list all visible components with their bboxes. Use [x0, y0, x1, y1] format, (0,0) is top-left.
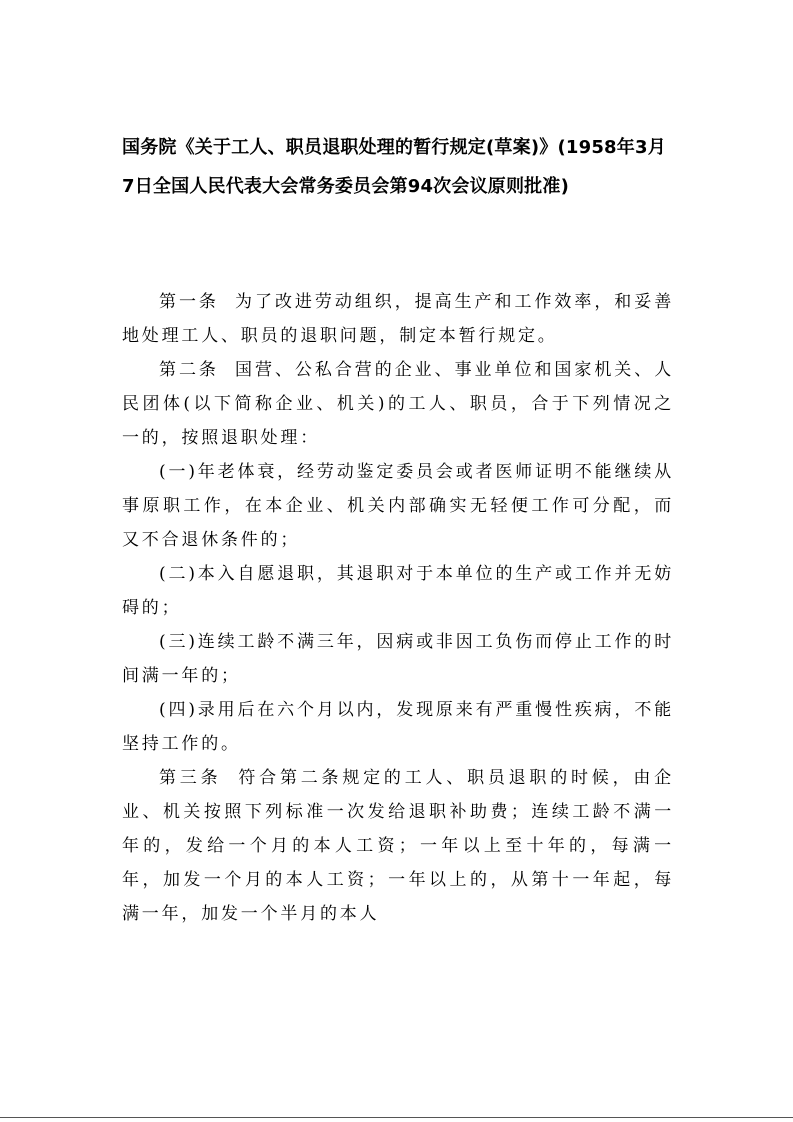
- paragraph-article-2: [122, 353, 674, 455]
- page-bottom-rule: [0, 1117, 793, 1118]
- title-line-2: 7日全国人民代表大会常务委员会第94次会议原则批准): [122, 176, 569, 197]
- item-text: (三)连续工龄不满三年，因病或非因工负伤而停止工作的时间满一年的；: [122, 632, 674, 686]
- item-text: (四)录用后在六个月以内，发现原来有严重慢性疾病，不能坚持工作的。: [122, 700, 674, 754]
- title-line-1: 国务院《关于工人、职员退职处理的暂行规定(草案)》(1958年3月: [122, 137, 666, 158]
- article-label: 第二条: [159, 360, 219, 380]
- document-body: [122, 285, 674, 931]
- item-text: (一)年老体衰，经劳动鉴定委员会或者医师证明不能继续从事原职工作，在本企业、机关内部确实无轻便工作可分配，而又不合退休条件的；: [122, 462, 674, 550]
- article-text: 国营、公私合营的企业、事业单位和国家机关、人民团体(以下简称企业、机关)的工人、职员，合于下列情况之一的，按照退职处理：: [122, 360, 674, 448]
- paragraph-item-1: [122, 455, 674, 557]
- article-label: 第一条: [159, 292, 219, 312]
- paragraph-article-1: [122, 285, 674, 353]
- paragraph-article-3: [122, 761, 674, 931]
- item-text: (二)本入自愿退职，其退职对于本单位的生产或工作并无妨碍的；: [122, 564, 674, 618]
- article-text: 为了改进劳动组织，提高生产和工作效率，和妥善地处理工人、职员的退职问题，制定本暂行规定。: [122, 292, 674, 346]
- document-title: [122, 128, 682, 206]
- paragraph-item-4: [122, 693, 674, 761]
- article-text: 符合第二条规定的工人、职员退职的时候，由企业、机关按照下列标准一次发给退职补助费；连续工龄不满一年的，发给一个月的本人工资；一年以上至十年的，每满一年，加发一个月的本人工资；一年以上的，从第十一年起，每满一年，加发一个半月的本人: [122, 768, 674, 924]
- article-label: 第三条: [159, 768, 222, 788]
- paragraph-item-3: [122, 625, 674, 693]
- paragraph-item-2: [122, 557, 674, 625]
